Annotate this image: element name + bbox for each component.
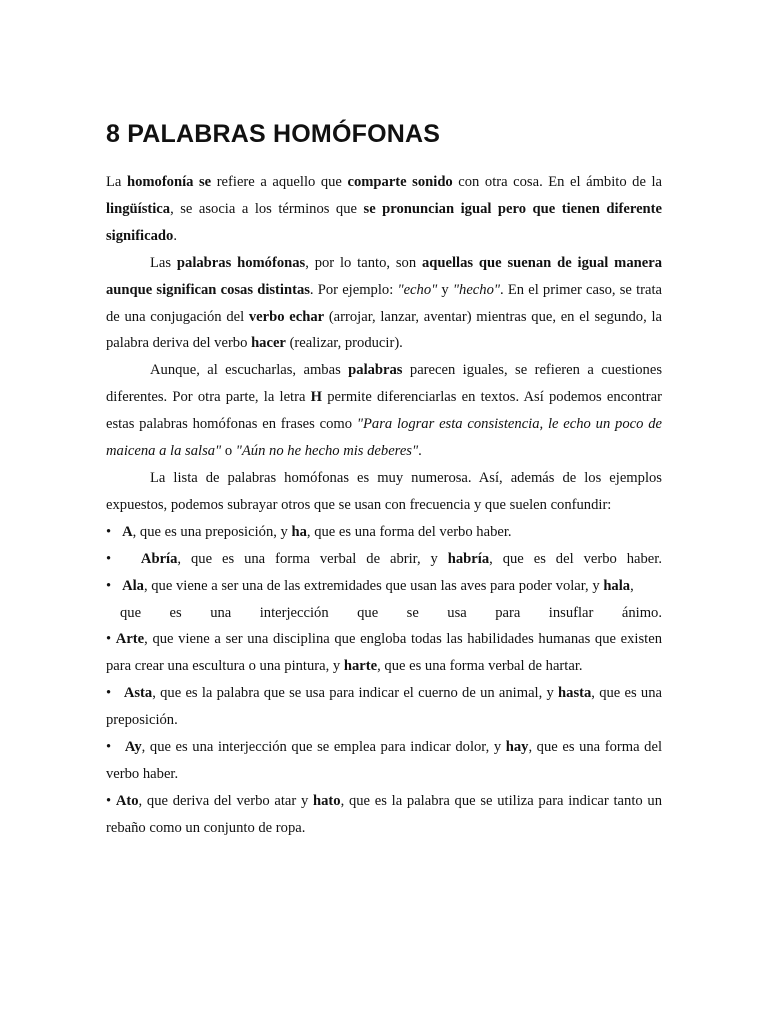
- text: , que es la palabra que se utiliza para indicar tanto un rebaño como un conjunto de ropa.: [106, 792, 662, 836]
- text: , que es una preposición.: [106, 685, 662, 729]
- bold-text: palabras homófonas: [176, 254, 306, 271]
- list-item: [106, 573, 662, 600]
- bold-text: H: [310, 389, 323, 406]
- paragraph-list-intro: La lista de palabras homófonas es muy numerosa. Así, además de los ejemplos expuestos, podemos subrayar otros que se usan con frecuencia y que suelen confundir:: [106, 469, 662, 513]
- text: .: [173, 227, 177, 244]
- bold-text: habría: [447, 550, 490, 567]
- list-item: [106, 546, 662, 573]
- paragraph-examples: [106, 357, 662, 465]
- bullet-icon: •: [106, 577, 112, 594]
- text: , que es una forma verbal de abrir, y: [177, 550, 448, 567]
- bold-text: Ala: [122, 577, 144, 594]
- paragraph-intro: [106, 169, 662, 250]
- text: . Por ejemplo:: [309, 281, 398, 298]
- text: , que es del verbo haber.: [489, 550, 662, 567]
- text: o: [221, 443, 236, 460]
- text: refiere a aquello que: [211, 174, 348, 190]
- text: La: [106, 174, 127, 190]
- text: , que es una forma del verbo haber.: [106, 739, 663, 782]
- text: con otra cosa. En el ámbito de la: [452, 174, 663, 190]
- bold-text: hacer: [251, 335, 286, 352]
- bold-text: Arte: [115, 631, 145, 648]
- document-body: [106, 169, 662, 842]
- italic-text: "Aún no he hecho mis deberes": [235, 443, 419, 460]
- text: Las: [150, 254, 177, 271]
- bold-text: homofonía se: [126, 174, 212, 190]
- text: , que viene a ser una disciplina que engloba todas las habilidades humanas que existen para crear una escultura o una pintura, y: [106, 631, 662, 675]
- bullet-icon: •: [106, 523, 112, 540]
- list-item: [106, 788, 662, 842]
- bold-text: A: [122, 523, 133, 540]
- bold-text: se pronuncian igual pero que tienen diferente significado: [106, 200, 663, 244]
- list-item: [106, 519, 662, 546]
- bold-text: aquellas que suenan de igual manera aunque significan cosas distintas: [106, 254, 662, 298]
- text: Aunque, al escucharlas, ambas: [150, 362, 349, 379]
- bullet-icon: •: [106, 739, 112, 756]
- list-item-continuation: que es una interjección que se usa para insuflar ánimo.: [120, 604, 662, 621]
- bold-text: hala: [603, 577, 631, 594]
- bold-text: hato: [313, 792, 341, 809]
- text: . En el primer caso, se trata de una conjugación del: [106, 281, 663, 325]
- text: , que es una forma del verbo haber.: [306, 523, 512, 540]
- text: ,: [630, 577, 634, 594]
- text: permite diferenciarlas en textos. Así podemos encontrar estas palabras homófonas en frases como: [106, 389, 663, 433]
- bold-text: comparte sonido: [347, 174, 453, 190]
- paragraph-definition: [106, 250, 662, 358]
- bold-text: Abría: [140, 550, 178, 567]
- text: y: [437, 281, 453, 298]
- text: , que deriva del verbo atar y: [138, 792, 314, 809]
- bold-text: hay: [505, 739, 529, 756]
- text: , que viene a ser una de las extremidades que usan las aves para poder volar, y: [143, 577, 604, 594]
- italic-text: "echo": [397, 281, 438, 298]
- bullet-icon: •: [106, 631, 112, 648]
- bold-text: Ay: [124, 739, 142, 756]
- page-title: 8 PALABRAS HOMÓFONAS: [106, 120, 441, 148]
- bold-text: palabras: [348, 362, 403, 379]
- text: , que es una forma verbal de hartar.: [377, 658, 583, 675]
- bullet-icon: •: [106, 550, 112, 567]
- list-item: [106, 680, 662, 734]
- text: (arrojar, lanzar, aventar) mientras que, en el segundo, la palabra deriva del verbo: [106, 308, 662, 352]
- bold-text: hasta: [558, 685, 592, 702]
- list-item: [106, 734, 662, 788]
- bullet-icon: •: [106, 685, 112, 702]
- text: , que es una interjección que se emplea para indicar dolor, y: [141, 739, 506, 756]
- bullet-icon: •: [106, 792, 112, 809]
- text: , por lo tanto, son: [305, 254, 422, 271]
- bold-text: ha: [291, 523, 307, 540]
- text: (realizar, producir).: [285, 335, 403, 352]
- text: , se asocia a los términos que: [170, 200, 364, 217]
- italic-text: "Para lograr esta consistencia, le echo un poco de maicena a la salsa": [106, 416, 662, 460]
- text: , que es la palabra que se usa para indicar el cuerno de un animal, y: [152, 685, 559, 702]
- bold-text: harte: [343, 658, 378, 675]
- bold-text: lingüística: [106, 200, 171, 217]
- bold-text: verbo echar: [248, 308, 325, 325]
- bold-text: Ato: [115, 792, 139, 809]
- text: parecen iguales, se refieren a cuestiones diferentes. Por otra parte, la letra: [106, 362, 662, 406]
- text: , que es una preposición, y: [132, 523, 292, 540]
- text: .: [418, 443, 422, 460]
- bold-text: Asta: [123, 685, 153, 702]
- list-item: [106, 626, 662, 680]
- italic-text: "hecho": [452, 281, 501, 298]
